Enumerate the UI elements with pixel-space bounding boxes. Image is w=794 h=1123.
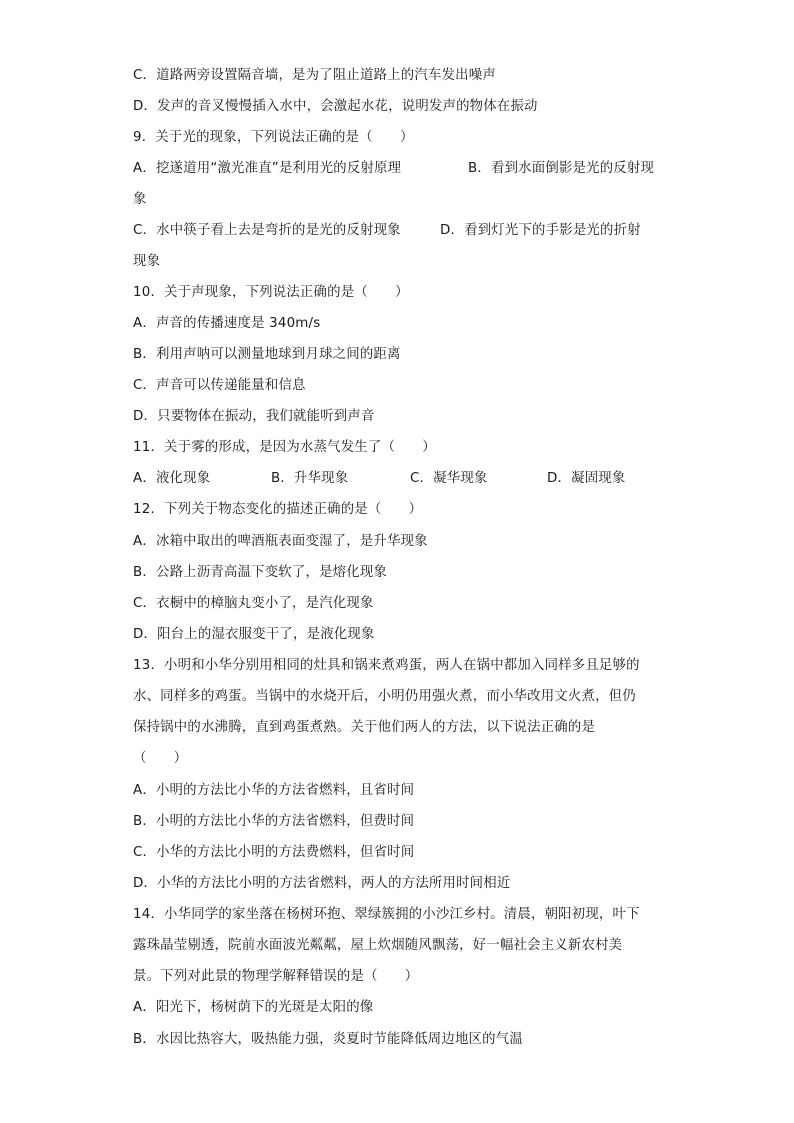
q11-option-a: A．液化现象 — [133, 471, 211, 486]
q14-stem-line-1: 14．小华同学的家坐落在杨树环抱、翠绿簇拥的小沙江乡村。清晨，朝阳初现，叶下 — [133, 907, 640, 922]
q9-option-d: D．看到灯光下的手影是光的折射 — [440, 223, 641, 238]
q13-stem-line-4: （ ） — [133, 751, 188, 766]
q11-option-b: B．升华现象 — [271, 471, 349, 486]
q9-option-a: A．挖遂道用“激光准直”是利用光的反射原理 — [133, 161, 402, 176]
q13-option-d: D．小华的方法比小明的方法省燃料，两人的方法所用时间相近 — [133, 876, 511, 891]
q9-option-b: B．看到水面倒影是光的反射现 — [468, 161, 655, 176]
q13-stem-line-1: 13．小明和小华分别用相同的灶具和锅来煮鸡蛋，两人在锅中都加入同样多且足够的 — [133, 658, 640, 673]
q9-option-c: C．水中筷子看上去是弯折的是光的反射现象 — [133, 223, 401, 238]
q14-option-b: B．水因比热容大，吸热能力强，炎夏时节能降低周边地区的气温 — [133, 1032, 523, 1047]
q10-option-c: C．声音可以传递能量和信息 — [133, 378, 306, 393]
q10-option-a: A．声音的传播速度是 340m/s — [133, 316, 321, 331]
q11-option-d: D．凝固现象 — [547, 471, 626, 486]
q8-option-c: C．道路两旁设置隔音墙，是为了阻止道路上的汽车发出噪声 — [133, 68, 496, 83]
q14-stem-line-3: 景。下列对此景的物理学解释错误的是（ ） — [133, 969, 419, 984]
q13-option-c: C．小华的方法比小明的方法费燃料，但省时间 — [133, 845, 415, 860]
q9-option-b-wrap: 象 — [133, 192, 147, 207]
q12-stem: 12．下列关于物态变化的描述正确的是（ ） — [133, 502, 423, 517]
q12-option-c: C．衣橱中的樟脑丸变小了，是汽化现象 — [133, 596, 374, 611]
q12-option-d: D．阳台上的湿衣服变干了，是液化现象 — [133, 627, 375, 642]
q14-stem-line-2: 露珠晶莹剔透，院前水面波光粼粼，屋上炊烟随风飘荡，好一幅社会主义新农村美 — [133, 938, 623, 953]
q11-option-c: C．凝华现象 — [410, 471, 488, 486]
q11-stem: 11．关于雾的形成，是因为水蒸气发生了（ ） — [133, 440, 436, 455]
q13-option-a: A．小明的方法比小华的方法省燃料，且省时间 — [133, 783, 415, 798]
q12-option-a: A．冰箱中取出的啤酒瓶表面变湿了，是升华现象 — [133, 534, 428, 549]
q8-option-d: D．发声的音叉慢慢插入水中，会激起水花，说明发声的物体在振动 — [133, 99, 538, 114]
q13-stem-line-3: 保持锅中的水沸腾，直到鸡蛋煮熟。关于他们两人的方法，以下说法正确的是 — [133, 720, 596, 735]
q13-stem-line-2: 水、同样多的鸡蛋。当锅中的水烧开后，小明仍用强火煮，而小华改用文火煮，但仍 — [133, 689, 636, 704]
q12-option-b: B．公路上沥青高温下变软了，是熔化现象 — [133, 565, 388, 580]
q10-option-d: D．只要物体在振动，我们就能听到声音 — [133, 409, 375, 424]
q10-stem: 10．关于声现象，下列说法正确的是（ ） — [133, 285, 409, 300]
q9-stem: 9．关于光的现象，下列说法正确的是（ ） — [133, 130, 414, 145]
q10-option-b: B．利用声呐可以测量地球到月球之间的距离 — [133, 347, 401, 362]
q9-option-d-wrap: 现象 — [133, 254, 161, 269]
q13-option-b: B．小明的方法比小华的方法省燃料，但费时间 — [133, 814, 415, 829]
q14-option-a: A．阳光下，杨树荫下的光斑是太阳的像 — [133, 1000, 374, 1015]
